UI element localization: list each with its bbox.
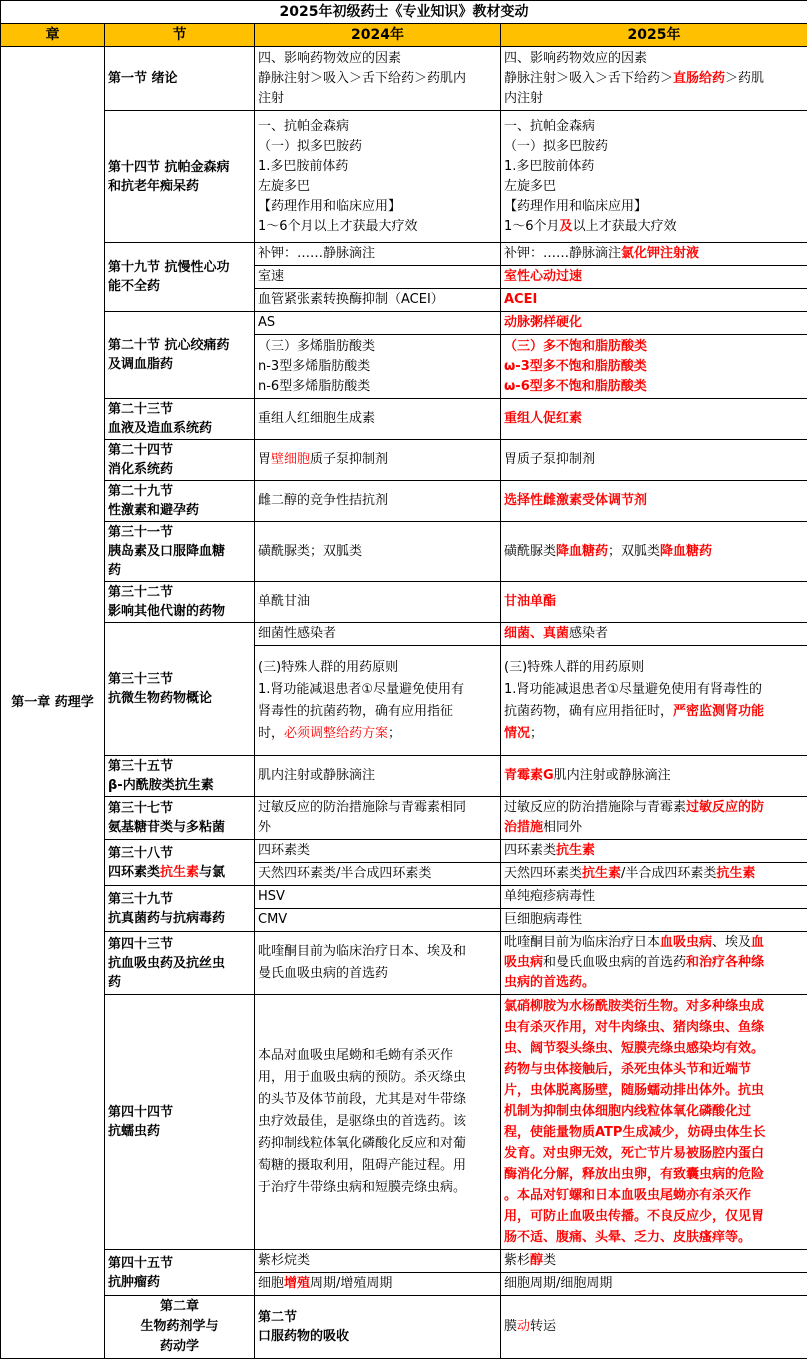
text-line: ；	[530, 726, 543, 741]
table-row	[1, 440, 807, 481]
cell-2024	[255, 646, 501, 756]
text-line: 血吸虫病	[660, 935, 712, 950]
text-line: ；	[388, 726, 401, 741]
text-line: 第二十三节	[108, 400, 251, 419]
text-line: 一、抗帕金森病	[504, 117, 804, 137]
text-line: 感染者	[569, 626, 608, 641]
text-line	[504, 723, 804, 745]
text-line: 第二十四节	[108, 441, 251, 460]
text-line: 抗微生物药物概论	[108, 689, 251, 708]
text-line: 虫病的首选药。	[504, 973, 804, 993]
text-line: 四、影响药物效应的因素	[258, 49, 497, 69]
cell-2025: 巨细胞病毒性	[501, 909, 807, 932]
text-line: （三）多不饱和脂肪酸类	[504, 337, 804, 357]
text-line: 及调血脂药	[108, 355, 251, 374]
text-line: n-6型多烯脂肪酸类	[258, 377, 497, 397]
text-line: 第一节 绪论	[108, 69, 251, 88]
section-cell	[105, 399, 255, 440]
table-row	[1, 399, 807, 440]
text-line: 用，用于血吸虫病的预防。杀灭绦虫	[258, 1067, 497, 1089]
text-line: 严密监测肾功能	[673, 704, 764, 719]
text-line: 1.多巴胺前体药	[258, 157, 497, 177]
text-line: 补钾：……静脉滴注	[504, 246, 621, 261]
text-line: 的头节及体节前段，尤其是对牛带绦	[258, 1089, 497, 1111]
cell-2025	[501, 646, 807, 756]
text-line: 虫、阔节裂头绦虫、短膜壳绦虫感染均有效。	[504, 1038, 804, 1059]
text-line: 静脉注射＞吸入＞舌下给药＞	[504, 71, 673, 86]
text-line: 膜	[504, 1319, 517, 1334]
text-line: 降血糖药	[660, 544, 712, 559]
text-line: 吡喹酮目前为临床治疗日本	[504, 935, 660, 950]
text-line: 第十九节 抗慢性心功	[108, 258, 251, 277]
text-line: 1～6个月以上才获最大疗效	[258, 217, 497, 237]
text-line: 于治疗牛带绦虫病和短膜壳绦虫病。	[258, 1177, 497, 1199]
text-line: 第四十四节	[108, 1103, 251, 1122]
text-line: 胰岛素及口服降血糖	[108, 542, 251, 561]
cell-2024: 室速	[255, 266, 501, 289]
text-line	[504, 701, 804, 723]
text-line: 1.多巴胺前体药	[504, 157, 804, 177]
section-cell	[105, 312, 255, 399]
cell-2025: 细胞周期/细胞周期	[501, 1273, 807, 1296]
text-line: 氨基糖苷类与多粘菌	[108, 818, 251, 837]
text-line: 抗生素	[556, 843, 595, 858]
text-line: 转运	[530, 1319, 556, 1334]
text-line: 时，	[258, 726, 284, 741]
text-line: 周期/增殖周期	[310, 1276, 392, 1291]
text-line: 过敏反应的防治措施除与青霉素相同	[258, 798, 497, 818]
chapter-1-cell: 第一章 药理学	[1, 47, 105, 1359]
cell-2025	[501, 47, 807, 111]
cell-2024: AS	[255, 312, 501, 335]
cell-2025: 甘油单酯	[501, 582, 807, 623]
text-line: /半合成四环素类	[621, 866, 716, 881]
text-line: 用，可防止血吸虫传播。不良反应少，仅见胃	[504, 1206, 804, 1227]
text-line: 抗生素	[716, 866, 755, 881]
text-line: 第三十二节	[108, 583, 251, 602]
cell-2025	[501, 243, 807, 266]
text-line	[504, 217, 804, 237]
text-line: 血	[751, 935, 764, 950]
text-line: 药	[108, 561, 251, 580]
text-line: 质子泵抑制剂	[310, 452, 388, 467]
text-line: 虫疗效最佳，是驱绦虫的首选药。该	[258, 1111, 497, 1133]
text-line: 第三十五节	[108, 757, 251, 776]
text-line: 机制为抑制虫体细胞内线粒体氧化磷酸化过	[504, 1101, 804, 1122]
table-title: 2025年初级药士《专业知识》教材变动	[1, 1, 807, 24]
text-line: （一）拟多巴胺药	[258, 137, 497, 157]
text-line: 四环素类	[108, 865, 160, 880]
text-line: 吸虫病	[504, 955, 543, 970]
text-line: 外	[258, 818, 497, 838]
text-line: 第三十一节	[108, 523, 251, 542]
text-line: 酶消化分解，释放出虫卵，有致囊虫病的危险	[504, 1164, 804, 1185]
text-line: 第二节	[258, 1308, 497, 1327]
section-cell	[105, 995, 255, 1250]
text-line: 内注射	[504, 89, 804, 109]
table-row	[1, 932, 807, 995]
cell-2024: 天然四环素类/半合成四环素类	[255, 863, 501, 886]
table-row	[1, 481, 807, 522]
cell-2025	[501, 932, 807, 995]
text-line: 四、影响药物效应的因素	[504, 49, 804, 69]
cell-2024: 肌内注射或静脉滴注	[255, 756, 501, 797]
text-line: 细胞	[258, 1276, 284, 1291]
text-line: 萄糖的摄取利用，阻碍产能过程。用	[258, 1155, 497, 1177]
text-line: 胃	[258, 452, 271, 467]
cell-2024	[255, 1273, 501, 1296]
text-line: 醇	[530, 1253, 543, 1268]
text-line: 口服药物的吸收	[258, 1327, 497, 1346]
text-line: 1～6个月	[504, 219, 560, 234]
text-line: (三)特殊人群的用药原则	[258, 657, 497, 679]
section-cell	[105, 47, 255, 111]
table-row	[1, 522, 807, 582]
text-line: 药动学	[108, 1337, 251, 1357]
text-line: 类	[543, 1253, 556, 1268]
text-line: （三）多烯脂肪酸类	[258, 337, 497, 357]
cell-2024	[255, 440, 501, 481]
cell-2025	[501, 522, 807, 582]
text-line: 第三十三节	[108, 670, 251, 689]
header-section: 节	[105, 24, 255, 47]
text-line: 虫有杀灭作用，对牛肉绦虫、猪肉绦虫、鱼绦	[504, 1017, 804, 1038]
text-line: ω-6型多不饱和脂肪酸类	[504, 377, 804, 397]
text-line: 性激素和避孕药	[108, 501, 251, 520]
text-line: 抗生素	[582, 866, 621, 881]
section-cell	[105, 840, 255, 886]
text-line: 、埃及	[712, 935, 751, 950]
text-line: 第三十七节	[108, 799, 251, 818]
table-row	[1, 312, 807, 335]
text-line: 直肠给药	[673, 71, 725, 86]
table-row	[1, 582, 807, 623]
text-line: 壁细胞	[271, 452, 310, 467]
text-line: 能不全药	[108, 277, 251, 296]
cell-2024	[255, 932, 501, 995]
text-line: 抗血吸虫药及抗丝虫	[108, 954, 251, 973]
text-line: 1.肾功能减退患者①尽量避免使用有肾毒性的	[504, 679, 804, 701]
text-line	[504, 818, 804, 838]
section-cell	[105, 756, 255, 797]
text-line: 第十四节 抗帕金森病	[108, 158, 251, 177]
text-line: 注射	[258, 89, 497, 109]
section-cell	[105, 481, 255, 522]
cell-2025: 动脉粥样硬化	[501, 312, 807, 335]
section-cell	[105, 1250, 255, 1296]
text-line	[108, 863, 251, 882]
text-line: 程，使能量物质ATP生成减少，妨碍虫体生长	[504, 1122, 804, 1143]
table-row	[1, 1250, 807, 1273]
cell-2025: 胃质子泵抑制剂	[501, 440, 807, 481]
section-cell	[105, 440, 255, 481]
text-line: ω-3型多不饱和脂肪酸类	[504, 357, 804, 377]
text-line: 及	[560, 219, 573, 234]
cell-2024: 紫杉烷类	[255, 1250, 501, 1273]
text-line: 肾毒性的抗菌药物，确有应用指征	[258, 701, 497, 723]
header-2025: 2025年	[501, 24, 807, 47]
cell-2025	[501, 111, 807, 243]
section-cell	[105, 522, 255, 582]
text-line: 氯硝柳胺为水杨酰胺类衍生物。对多种绦虫成	[504, 996, 804, 1017]
text-line: 细菌、真菌	[504, 626, 569, 641]
cell-2025: ACEI	[501, 289, 807, 312]
text-line: 影响其他代谢的药物	[108, 602, 251, 621]
cell-2025	[501, 756, 807, 797]
text-line: 青霉素G	[504, 768, 554, 783]
section-cell	[105, 886, 255, 932]
text-line: 必须调整给药方案	[284, 726, 388, 741]
text-line: 药物与虫体接触后，杀死虫体头节和近端节	[504, 1059, 804, 1080]
text-line: 和曼氏血吸虫病的首选药	[543, 955, 686, 970]
table-row	[1, 623, 807, 646]
text-line: 片，虫体脱离肠壁，随肠蠕动排出体外。抗虫	[504, 1080, 804, 1101]
cell-2024: 补钾：……静脉滴注	[255, 243, 501, 266]
text-line: 一、抗帕金森病	[258, 117, 497, 137]
cell-2025	[501, 863, 807, 886]
text-line: (三)特殊人群的用药原则	[504, 657, 804, 679]
table-row	[1, 797, 807, 840]
text-line: 抗菌药物，确有应用指征时，	[504, 704, 673, 719]
text-line: （一）拟多巴胺药	[504, 137, 804, 157]
text-line: 过敏反应的防	[686, 800, 764, 815]
cell-2025: 选择性雌激素受体调节剂	[501, 481, 807, 522]
chapter-2-cell	[105, 1296, 255, 1359]
cell-2025	[501, 995, 807, 1250]
text-line: 【药理作用和临床应用】	[504, 197, 804, 217]
cell-2024: 四环素类	[255, 840, 501, 863]
text-line: 药抑制线粒体氧化磷酸化反应和对葡	[258, 1133, 497, 1155]
cell-2024: 雌二醇的竞争性拮抗剂	[255, 481, 501, 522]
text-line: 第三十九节	[108, 890, 251, 909]
cell-2024	[255, 995, 501, 1250]
text-line: 第三十八节	[108, 844, 251, 863]
section-cell	[105, 932, 255, 995]
text-line: 紫杉	[504, 1253, 530, 1268]
text-line: 第四十五节	[108, 1254, 251, 1273]
text-line: 第二章	[108, 1297, 251, 1317]
table-row	[1, 756, 807, 797]
text-line: β-内酰胺类抗生素	[108, 776, 251, 795]
cell-2024: 血管紧张素转换酶抑制（ACEI）	[255, 289, 501, 312]
text-line: 以上才获最大疗效	[573, 219, 677, 234]
text-line: 曼氏血吸虫病的首选药	[258, 963, 497, 985]
cell-2024	[255, 47, 501, 111]
text-line: 药	[108, 973, 251, 992]
text-line: 肠不适、腹痛、头晕、乏力、皮肤瘙痒等。	[504, 1227, 804, 1248]
text-line: 【药理作用和临床应用】	[258, 197, 497, 217]
text-line: 左旋多巴	[258, 177, 497, 197]
cell-2024: 磺酰脲类；双胍类	[255, 522, 501, 582]
header-chapter: 章	[1, 24, 105, 47]
cell-2024: HSV	[255, 886, 501, 909]
cell-2024	[255, 335, 501, 399]
cell-2025	[501, 335, 807, 399]
text-line: 情况	[504, 726, 530, 741]
text-line: 抗蠕虫药	[108, 1122, 251, 1141]
text-line: 磺酰脲类	[504, 544, 556, 559]
text-line: 吡喹酮目前为临床治疗日本、埃及和	[258, 941, 497, 963]
table-row	[1, 243, 807, 266]
cell-2025: 重组人促红素	[501, 399, 807, 440]
text-line: ；双胍类	[608, 544, 660, 559]
section-cell	[105, 582, 255, 623]
text-line: 第四十三节	[108, 935, 251, 954]
text-line: 抗生素	[160, 865, 199, 880]
text-line: 治措施	[504, 820, 543, 835]
cell-2024	[501, 1296, 807, 1359]
text-line: 肌内注射或静脉滴注	[554, 768, 671, 783]
header-2024: 2024年	[255, 24, 501, 47]
text-line: 抗肿瘤药	[108, 1273, 251, 1292]
text-line: n-3型多烯脂肪酸类	[258, 357, 497, 377]
cell-2024: 细菌性感染者	[255, 623, 501, 646]
text-line: 过敏反应的防治措施除与青霉素	[504, 800, 686, 815]
text-line	[258, 723, 497, 745]
table-row	[1, 47, 807, 111]
table-row	[1, 886, 807, 909]
text-line: 1.肾功能减退患者①尽量避免使用有	[258, 679, 497, 701]
text-line: 降血糖药	[556, 544, 608, 559]
text-line: 。本品对钉螺和日本血吸虫尾蚴亦有杀灭作	[504, 1185, 804, 1206]
text-line: 天然四环素类	[504, 866, 582, 881]
cell-2025	[501, 1250, 807, 1273]
text-line	[504, 953, 804, 973]
text-line: 增殖	[284, 1276, 310, 1291]
cell-2024: 重组人红细胞生成素	[255, 399, 501, 440]
cell-2025	[501, 797, 807, 840]
text-line: 左旋多巴	[504, 177, 804, 197]
text-line: 血液及造血系统药	[108, 419, 251, 438]
text-line: 第二十节 抗心绞痛药	[108, 336, 251, 355]
cell-2025	[501, 623, 807, 646]
section-cell	[105, 623, 255, 756]
text-line: 四环素类	[504, 843, 556, 858]
text-line: 抗真菌药与抗病毒药	[108, 909, 251, 928]
text-line: 发育。对虫卵无效，死亡节片易被肠腔内蛋白	[504, 1143, 804, 1164]
text-line: 动	[517, 1319, 530, 1334]
text-line: 和治疗各种绦	[686, 955, 764, 970]
text-line: 和抗老年痴呆药	[108, 177, 251, 196]
text-line: 消化系统药	[108, 460, 251, 479]
section-cell	[105, 243, 255, 312]
section-cell	[255, 1296, 501, 1359]
cell-2025: 室性心动过速	[501, 266, 807, 289]
text-line: 第二十九节	[108, 482, 251, 501]
cell-2024	[255, 797, 501, 840]
text-line	[504, 933, 804, 953]
cell-2024: CMV	[255, 909, 501, 932]
table-row	[1, 1296, 807, 1359]
text-line: 与氯	[199, 865, 225, 880]
text-line: ＞药肌	[725, 71, 764, 86]
text-line	[504, 798, 804, 818]
table-row	[1, 995, 807, 1250]
text-line: 本品对血吸虫尾蚴和毛蚴有杀灭作	[258, 1045, 497, 1067]
cell-2025	[501, 840, 807, 863]
text-line: 静脉注射＞吸入＞舌下给药＞药肌内	[258, 69, 497, 89]
cell-2024	[255, 111, 501, 243]
cell-2025: 单纯疱疹病毒性	[501, 886, 807, 909]
table-row	[1, 111, 807, 243]
text-line: 生物药剂学与	[108, 1317, 251, 1337]
text-line: 氯化钾注射液	[621, 246, 699, 261]
section-cell	[105, 111, 255, 243]
section-cell	[105, 797, 255, 840]
text-line: 相同外	[543, 820, 582, 835]
table-row	[1, 840, 807, 863]
cell-2024: 单酰甘油	[255, 582, 501, 623]
text-line	[504, 69, 804, 89]
header-row	[1, 24, 807, 47]
